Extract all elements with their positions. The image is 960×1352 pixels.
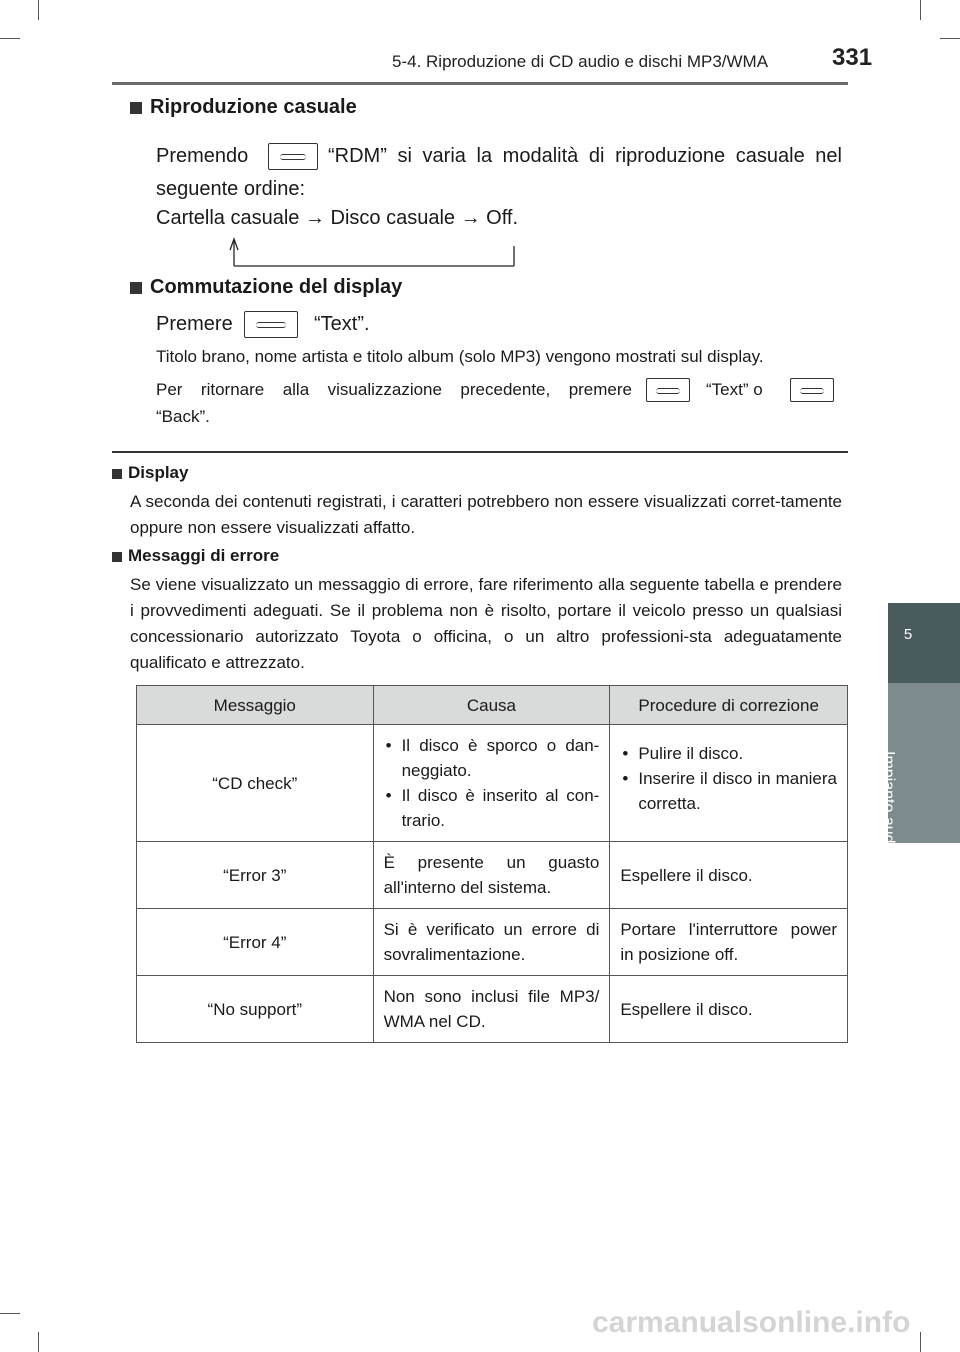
- random-heading: Riproduzione casuale: [130, 96, 357, 119]
- cycle-arrow-icon: [226, 236, 518, 270]
- display-note-2-end: “Back”.: [156, 407, 210, 426]
- section-title: 5-4. Riproduzione di CD audio e dischi MP3/WMA: [392, 52, 769, 71]
- display-note-2-before: Per ritornare alla visualizzazione precedente, premere: [156, 380, 632, 399]
- cell-message: “No support”: [137, 976, 374, 1043]
- table-row: [137, 725, 848, 842]
- crop-mark: [0, 38, 20, 39]
- button-icon: [790, 378, 834, 402]
- watermark: carmanualsonline.info: [592, 1306, 911, 1339]
- cell-fix: [610, 725, 848, 842]
- errors-note-text: Se viene visualizzato un messaggio di errore, fare riferimento alla seguente tabella e prendere i provvedimenti adeguati. Se il problema non è risolto, portare il veicolo presso un qualsiasi concessionario autorizzato Toyota o officina, o un altro professioni-sta adeguatamente qualificato e attrezzato.: [130, 575, 842, 672]
- cell-message: “Error 4”: [137, 909, 374, 976]
- section-divider: [112, 451, 848, 453]
- crop-mark: [0, 1313, 20, 1314]
- crop-mark: [38, 1332, 39, 1352]
- text-label: “Text”.: [314, 313, 370, 335]
- col-header-fix: Procedure di correzione: [610, 686, 848, 725]
- display-note-text: A seconda dei contenuti registrati, i caratteri potrebbero non essere visualizzati corret-tamente oppure non essere visualizzati affatto.: [130, 492, 842, 537]
- cell-message: “Error 3”: [137, 842, 374, 909]
- col-header-message: Messaggio: [137, 686, 374, 725]
- errors-note-title: Messaggi di errore: [112, 546, 279, 566]
- cell-cause: È presente un guasto all'interno del sistema.: [373, 842, 610, 909]
- cause-item: • Il disco è inserito al con-trario.: [384, 783, 600, 833]
- page-number: 331: [832, 44, 873, 71]
- random-line1-after: “RDM” si varia la modalità di riproduzione casuale nel: [328, 145, 842, 167]
- square-bullet-icon: [130, 102, 142, 114]
- chapter-label: Impianto audio: [880, 751, 897, 856]
- error-table: [136, 685, 848, 1043]
- chapter-number: 5: [903, 626, 913, 643]
- crop-mark: [38, 0, 39, 20]
- button-icon: [646, 378, 690, 402]
- cell-cause: Si è verificato un errore di sovralimentazione.: [373, 909, 610, 976]
- fix-item: • Pulire il disco.: [620, 741, 837, 766]
- premere-text: Premere: [156, 313, 233, 335]
- cell-fix: Portare l'interruttore power in posizione off.: [610, 909, 848, 976]
- col-header-cause: Causa: [373, 686, 610, 725]
- cell-cause: [373, 725, 610, 842]
- crop-mark: [920, 0, 921, 20]
- square-bullet-icon: [112, 552, 122, 562]
- cell-fix: Espellere il disco.: [610, 976, 848, 1043]
- random-line2: seguente ordine:: [156, 178, 306, 200]
- fix-item: • Inserire il disco in maniera corretta.: [620, 766, 837, 816]
- crop-mark: [920, 1332, 921, 1352]
- crop-mark: [940, 38, 960, 39]
- square-bullet-icon: [130, 282, 142, 294]
- table-row: [137, 842, 848, 909]
- button-icon: [244, 311, 298, 338]
- header-rule: [112, 82, 848, 85]
- cell-cause: Non sono inclusi file MP3/ WMA nel CD.: [373, 976, 610, 1043]
- table-row: [137, 976, 848, 1043]
- table-row: [137, 909, 848, 976]
- random-line3: Cartella casuale → Disco casuale → Off.: [156, 207, 519, 229]
- chapter-tab: [888, 603, 960, 683]
- cell-message: “CD check”: [137, 725, 374, 842]
- chapter-tab-label-area: [888, 683, 960, 843]
- display-note-2-mid: “Text” o: [706, 380, 763, 399]
- cell-fix: Espellere il disco.: [610, 842, 848, 909]
- display-note-1: Titolo brano, nome artista e titolo album (solo MP3) vengono mostrati sul display.: [156, 347, 764, 366]
- cause-item: • Il disco è sporco o dan-neggiato.: [384, 733, 600, 783]
- button-icon: [268, 143, 318, 170]
- random-line1-before: Premendo: [156, 145, 249, 167]
- display-switch-heading: Commutazione del display: [130, 276, 402, 299]
- display-note-title: Display: [112, 463, 188, 483]
- square-bullet-icon: [112, 469, 122, 479]
